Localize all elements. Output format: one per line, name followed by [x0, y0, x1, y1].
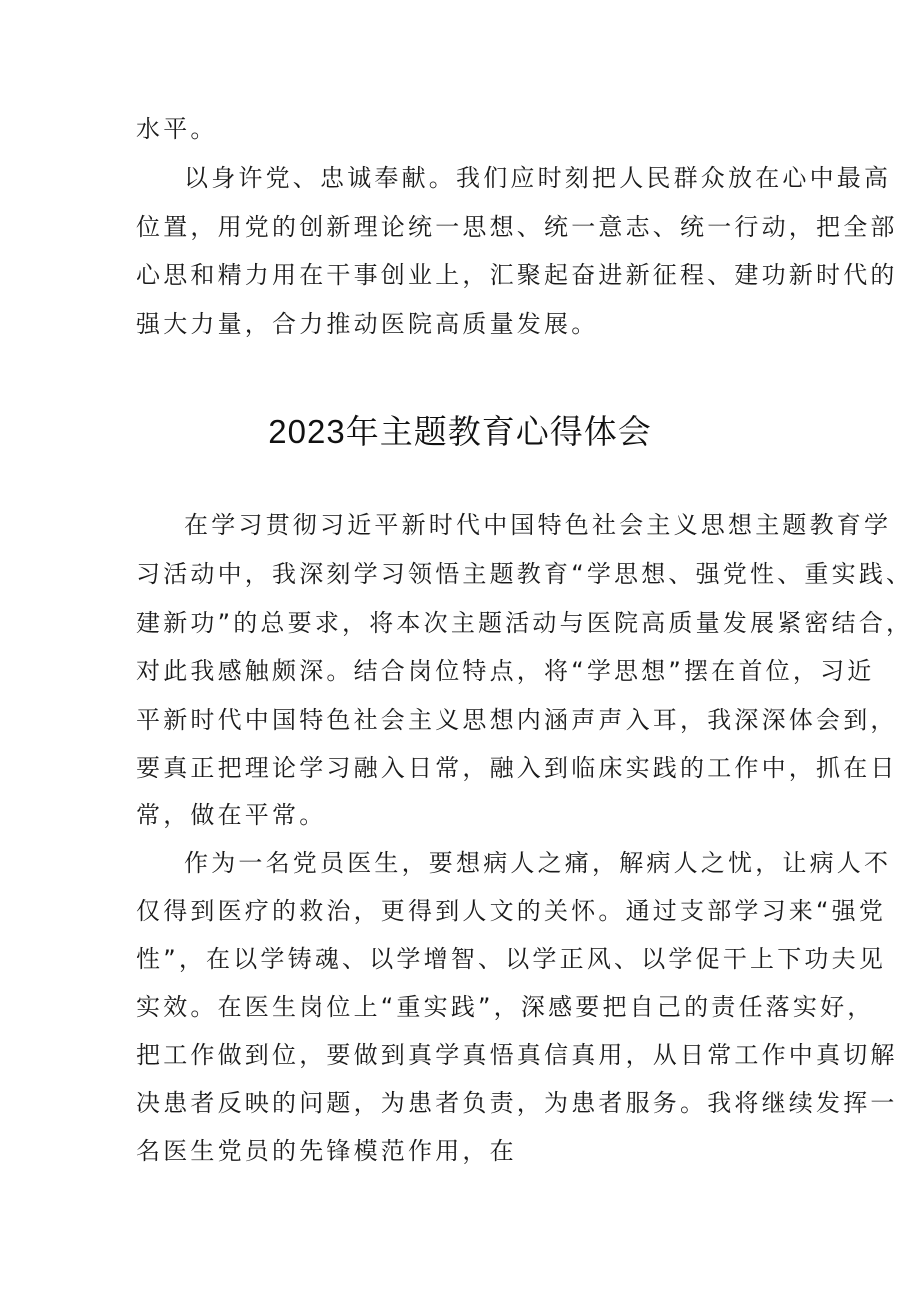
text-line: 要真正把理论学习融入日常，融入到临床实践的工作中，抓在日 — [136, 754, 898, 782]
text-line: 性”，在以学铸魂、以学增智、以学正风、以学促干上下功夫见 — [136, 945, 887, 973]
text-line: 实效。在医生岗位上“重实践”，深感要把自己的责任落实好， — [136, 993, 875, 1021]
page-title: 2023年主题教育心得体会 — [268, 413, 652, 450]
text-line: 决患者反映的问题，为患者负责，为患者服务。我将继续发挥一 — [136, 1089, 898, 1117]
text-line: 平新时代中国特色社会主义思想内涵声声入耳，我深深体会到， — [136, 706, 898, 734]
text-line: 在学习贯彻习近平新时代中国特色社会主义思想主题教育学 — [184, 511, 892, 539]
text-line: 作为一名党员医生，要想病人之痛，解病人之忧，让病人不 — [184, 849, 892, 877]
text-line: 名医生党员的先锋模范作用，在 — [136, 1137, 517, 1165]
text-line: 水平。 — [136, 115, 218, 143]
text-line: 心思和精力用在干事创业上，汇聚起奋进新征程、建功新时代的 — [136, 261, 898, 289]
text-line: 对此我感触颇深。结合岗位特点，将“学思想”摆在首位，习近 — [136, 657, 875, 685]
text-line: 建新功”的总要求，将本次主题活动与医院高质量发展紧密结合， — [136, 609, 914, 637]
text-line: 常，做在平常。 — [136, 801, 327, 829]
text-line: 把工作做到位，要做到真学真悟真信真用，从日常工作中真切解 — [136, 1041, 898, 1069]
text-line: 习活动中，我深刻学习领悟主题教育“学思想、强党性、重实践、 — [136, 560, 914, 588]
text-line: 位置，用党的创新理论统一思想、统一意志、统一行动，把全部 — [136, 213, 898, 241]
text-line: 仅得到医疗的救治，更得到人文的关怀。通过支部学习来“强党 — [136, 897, 887, 925]
text-line: 以身许党、忠诚奉献。我们应时刻把人民群众放在心中最高 — [184, 164, 892, 192]
text-line: 强大力量，合力推动医院高质量发展。 — [136, 310, 599, 338]
